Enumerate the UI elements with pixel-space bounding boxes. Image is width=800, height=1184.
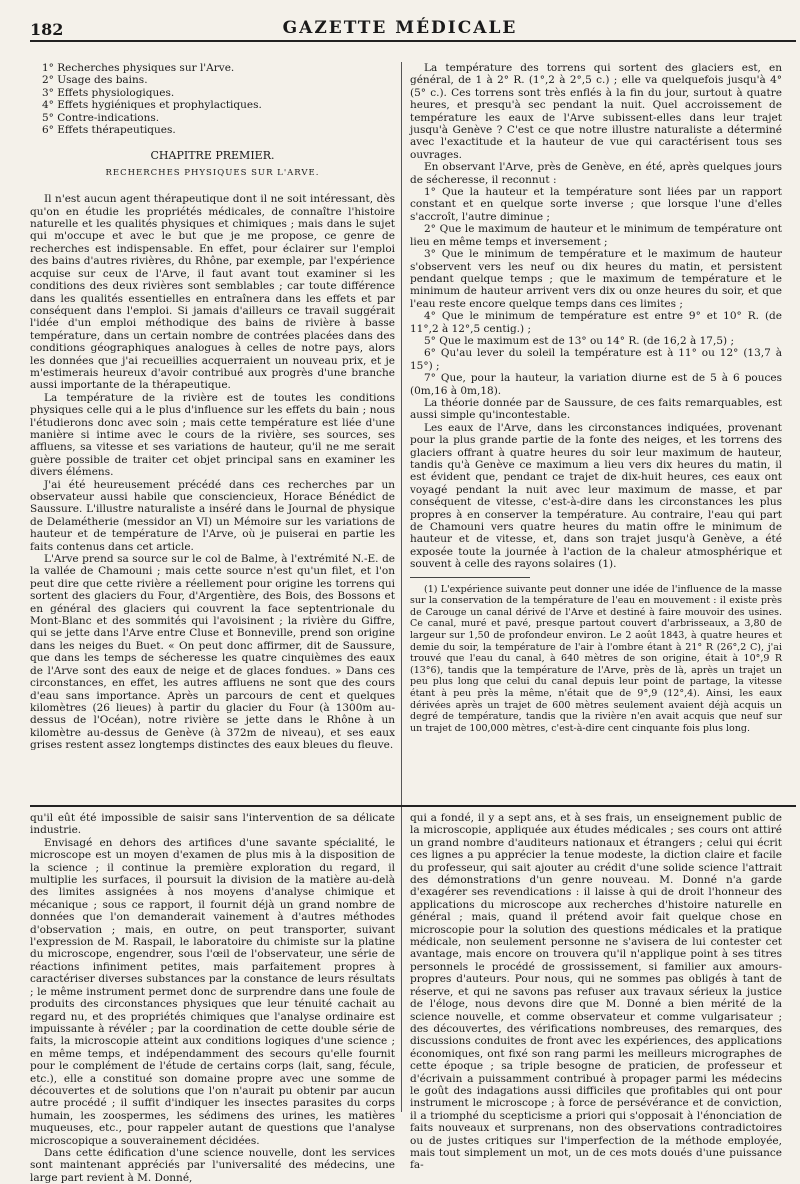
journal-title: GAZETTE MÉDICALE xyxy=(282,18,518,38)
paragraph: Envisagé en dehors des artifices d'une savante spécialité, le microscope est un moyen d'examen de plus mis à la disposition de la science ; il continue la première exploration du regard, il multiplie les surfaces, il poursuit la division de la matière au-delà des limites assignées à nos moyens d'analyse chimique et mécanique ; sous ce rapport, il fournit déjà un grand nombre de données que l'on demanderait vainement à d'autres méthodes d'observation ; mais, en outre, on peut transporter, suivant l'expression de M. Raspail, le laboratoire du chimiste sur la platine du microscope, engendrer, sous l'œil de l'observateur, une série de réactions infiniment petites, mais parfaitement propres à caractériser diverses substances par la constance de leurs résultats ; le même instrument permet donc de surprendre dans une foule de produits des circonstances physiques que leur ténuité cachait au regard nu, et des propriétés chimiques que l'analyse ordinaire est impuissante à révéler ; par la coordination de cette double série de faits, la microscopie atteint aux conditions logiques d'une science ; en même temps, et indépendamment des secours qu'elle fournit pour le complément de l'étude de certains corps (lait, sang, fécule, etc.), elle a constitué son domaine propre avec une somme de découvertes et de solutions que l'on n'aurait pu obtenir par aucun autre procédé ; il suffit d'indiquer les insectes parasites du corps humain, les zoospermes, les sédimens des urines, les matières muqueuses, etc., pour rappeler autant de questions que l'analyse microscopique a souverainement décidées. xyxy=(30,836,395,1147)
paragraph: La théorie donnée par de Saussure, de ces faits remarquables, est aussi simple qu'incontestable. xyxy=(410,396,782,422)
feuilleton-rule xyxy=(30,805,796,807)
toc-item: 5° Contre-indications. xyxy=(42,111,160,124)
paragraph: Dans cette édification d'une science nouvelle, dont les services sont maintenant appréciés par l'universalité des médecins, une large part revient à M. Donné, xyxy=(30,1146,395,1184)
paragraph: 3° Que le minimum de température et le maximum de hauteur s'observent vers les neuf ou dix heures du matin, et persistent pendant quelque temps ; que le maximum de température et le minimum de hauteur arrivent vers dix ou onze heures du soir, et que l'eau reste encore quelque temps dans ces limites ; xyxy=(410,248,782,310)
paragraph: J'ai été heureusement précédé dans ces recherches par un observateur aussi habile que consciencieux, Horace Bénédict de Saussure. L'illustre naturaliste a inséré dans le Journal de physique de Delamétherie (messidor an VI) un Mémoire sur les variations de hauteur et de température de l'Arve, où je puiserai en partie les faits contenus dans cet article. xyxy=(30,478,395,553)
paragraph: La température des torrens qui sortent des glaciers est, en général, de 1 à 2° R. (1°,2 à 2°,5 c.) ; elle va quelquefois jusqu'à 4° (5° c.). Ces torrens sont très enflés à la fin du jour, surtout à quatre heures, et presqu'à sec pendant la nuit. Quel accroissement de température les eaux de l'Arve subissent-elles dans leur trajet jusqu'à Genève ? C'est ce que notre illustre naturaliste a déterminé avec l'exactitude et la hauteur de vue qui caractérisent tous ses ouvrages. xyxy=(410,62,782,161)
chapter-title: CHAPITRE PREMIER. xyxy=(150,149,275,163)
paragraph: La température de la rivière est de toutes les conditions physiques celle qui a le plus d'influence sur les effets du bain ; nous l'étudierons donc avec soin ; mais cette température est liée d'une manière si intime avec le cours de la rivière, ses sources, ses affluens, sa vitesse et ses variations de hauteur, qu'il ne me serait guère possible de traiter cet objet principal sans en examiner les divers élémens. xyxy=(30,391,395,479)
paragraph: En observant l'Arve, près de Genève, en été, après quelques jours de sécheresse, il reconnut : xyxy=(410,161,782,186)
toc-item: 6° Effets thérapeutiques. xyxy=(42,124,176,137)
toc-item: 3° Effets physiologiques. xyxy=(42,86,175,99)
column-right-bottom xyxy=(410,812,782,1172)
column-right-top xyxy=(410,62,782,800)
header-rule xyxy=(30,40,796,42)
page-number: 182 xyxy=(30,20,64,39)
paragraph: L'Arve prend sa source sur le col de Balme, à l'extrémité N.-E. de la vallée de Chamouni ; mais cette source n'est qu'un filet, et l'on peut dire que cette rivière a réellement pour origine les torrens qui sortent des glaciers du Four, d'Argentière, des Bois, des Bossons et en général des glaciers qui couvrent la face septentrionale du Mont-Blanc et des sommités qui l'avoisinent ; la rivière du Giffre, qui se jette dans l'Arve entre Cluse et Bonneville, prend son origine dans les neiges du Buet. « On peut donc affirmer, dit de Saussure, que dans les temps de sécheresse les quatre cinquièmes des eaux de l'Arve sont des eaux de neige et de glaces fondues. » Dans ces circonstances, en effet, les autres affluens ne sont que des cours d'eau sans importance. Après un parcours de cent et quelques kilomètres (26 lieues) à partir du glacier du Four (à 1300m au-dessus de l'Océan), notre rivière se jette dans le Rhône à un kilomètre au-dessus de Genève (à 372m de niveau), et ses eaux grises restent assez longtemps distinctes des eaux bleues du fleuve. xyxy=(30,553,395,752)
paragraph: 2° Que le maximum de hauteur et le minimum de température ont lieu en même temps et inversement ; xyxy=(410,223,782,248)
column-left-top xyxy=(30,62,395,800)
toc-item: 4° Effets hygiéniques et prophylactiques. xyxy=(42,99,262,112)
section-title: RECHERCHES PHYSIQUES SUR L'ARVE. xyxy=(105,167,320,178)
paragraph: 7° Que, pour la hauteur, la variation diurne est de 5 à 6 pouces (0m,16 à 0m,18). xyxy=(410,372,782,397)
paragraph: Les eaux de l'Arve, dans les circonstances indiquées, provenant pour la plus grande partie de la fonte des neiges, et les torrens des glaciers offrant à quatre heures du soir leur maximum de hauteur, tandis qu'à Genève ce maximum a lieu vers dix heures du matin, il est évident que, pendant ce trajet de dix-huit heures, ces eaux ont voyagé pendant la nuit avec leur maximum de masse, et par conséquent de vitesse, c'est-à-dire dans les circonstances les plus propres à en conserver la température. Au contraire, l'eau qui part de Chamouni vers quatre heures du matin offre le minimum de hauteur et de vitesse, et, dans son trajet jusqu'à Genève, a été exposée toute la journée à l'action de la chaleur atmosphérique et souvent à celle des rayons solaires (1). xyxy=(410,421,782,571)
paragraph: qui a fondé, il y a sept ans, et à ses frais, un enseignement public de la microscopie, appliquée aux études médicales ; ses cours ont attiré un grand nombre d'auditeurs nationaux et étrangers ; celui qui écrit ces lignes a pu apprécier la tenue modeste, la diction claire et facile du professeur, qui sait ajouter au crédit d'une solide science l'attrait des démonstrations d'un genre nouveau. M. Donné n'a garde d'exagérer ses revendications : il laisse à qui de droit l'honneur des applications du microscope aux recherches d'histoire naturelle en général ; mais, quand il prétend avoir fait quelque chose en microscopie pour la solution des questions médicales et la pratique médicale, non seulement personne ne s'avisera de lui contester cet avantage, mais encore on trouvera qu'il n'applique point à ses titres personnels le procédé de grossissement, si familier aux amours-propres d'auteurs. Pour nous, qui ne sommes pas obligés à tant de réserve, et qui ne savons pas refuser aux travaux sérieux la justice de l'éloge, nous devons dire que M. Donné a bien mérité de la science nouvelle, et comme observateur et comme vulgarisateur ; des découvertes, des vérifications nombreuses, des remarques, des discussions conduites de front avec les expériences, des applications économiques, ont fixé son rang parmi les meilleurs micrographes de cette époque ; sa triple besogne de praticien, de professeur et d'écrivain a puissamment contribué à propager parmi les médecins le goût des indagations aussi difficiles que profitables qui ont pour instrument le microscope ; à force de persévérance et de conviction, il a triomphé du scepticisme a priori qui s'opposait à l'énonciation de faits nouveaux et surprenans, non des observations contradictoires ou de justes critiques sur l'imperfection de la méthode employée, mais tout simplement un mot, un de ces mots doués d'une puissance fa- xyxy=(410,812,782,1172)
paragraph: 1° Que la hauteur et la température sont liées par un rapport constant et en quelque sorte inverse ; que lorsque l'une d'elles s'accroît, l'autre diminue ; xyxy=(410,186,782,223)
paragraph: 6° Qu'au lever du soleil la température est à 11° ou 12° (13,7 à 15°) ; xyxy=(410,347,782,372)
paragraph: 5° Que le maximum est de 13° ou 14° R. (de 16,2 à 17,5) ; xyxy=(424,334,734,347)
column-divider xyxy=(401,62,402,1112)
paragraph: qu'il eût été impossible de saisir sans l'intervention de sa délicate industrie. xyxy=(30,812,395,837)
paragraph: Il n'est aucun agent thérapeutique dont il ne soit intéressant, dès qu'on en étudie les propriétés médicales, de connaître l'histoire naturelle et les qualités physiques et chimiques ; mais dans le sujet qui m'occupe et avec le but que je me propose, ce genre de recherches est indispensable. En effet, pour éclairer sur l'emploi des bains d'autres rivières, du Rhône, par exemple, par l'expérience acquise sur ceux de l'Arve, il faut avant tout examiner si les conditions des deux rivières sont semblables ; car toute différence dans les qualités essentielles en entraînera dans les effets et par conséquent dans l'emploi. Si jamais d'ailleurs ce travail suggérait l'idée d'un emploi méthodique des bains de rivière à basse température, dans un certain nombre de contrées placées dans des conditions géographiques analogues à celles de notre pays, alors les données que j'ai recueillies acquerraient un nouveau prix, et je m'estimerais heureux d'avoir contribué aux progrès d'une branche aussi importante de la thérapeutique. xyxy=(30,193,395,392)
paragraph: 4° Que le minimum de température est entre 9° et 10° R. (de 11°,2 à 12°,5 centig.) ; xyxy=(410,310,782,335)
footnote: (1) L'expérience suivante peut donner une idée de l'influence de la masse sur la conservation de la température de l'eau en mouvement : il existe près de Carouge un canal dérivé de l'Arve et destiné à faire mouvoir des usines. Ce canal, muré et pavé, presque partout couvert d'arbrisseaux, a 3,80 de largeur sur 1,50 de profondeur environ. Le 2 août 1843, à quatre heures et demie du soir, la température de l'air à l'ombre étant à 21° R (26°,2 C), j'ai trouvé que l'eau du canal, à 640 mètres de son origine, était à 10°,9 R (13°6), tandis que la température de l'Arve, près de là, après un trajet un peu plus long que celui du canal depuis leur point de partage, la vitesse étant à peu près la même, n'était que de 9°,9 (12°,4). Ainsi, les eaux dérivées après un trajet de 600 mètres seulement avaient déjà acquis un degré de température, tandis que la rivière n'en avait acquis que neuf sur un trajet de 100,000 mètres, c'est-à-dire cent cinquante fois plus long. xyxy=(410,583,782,734)
toc-item: 1° Recherches physiques sur l'Arve. xyxy=(42,62,235,74)
column-left-bottom xyxy=(30,812,395,1184)
page-header xyxy=(0,0,800,44)
table-of-contents xyxy=(30,62,395,136)
footnote-rule xyxy=(410,577,530,578)
toc-item: 2° Usage des bains. xyxy=(42,74,148,87)
